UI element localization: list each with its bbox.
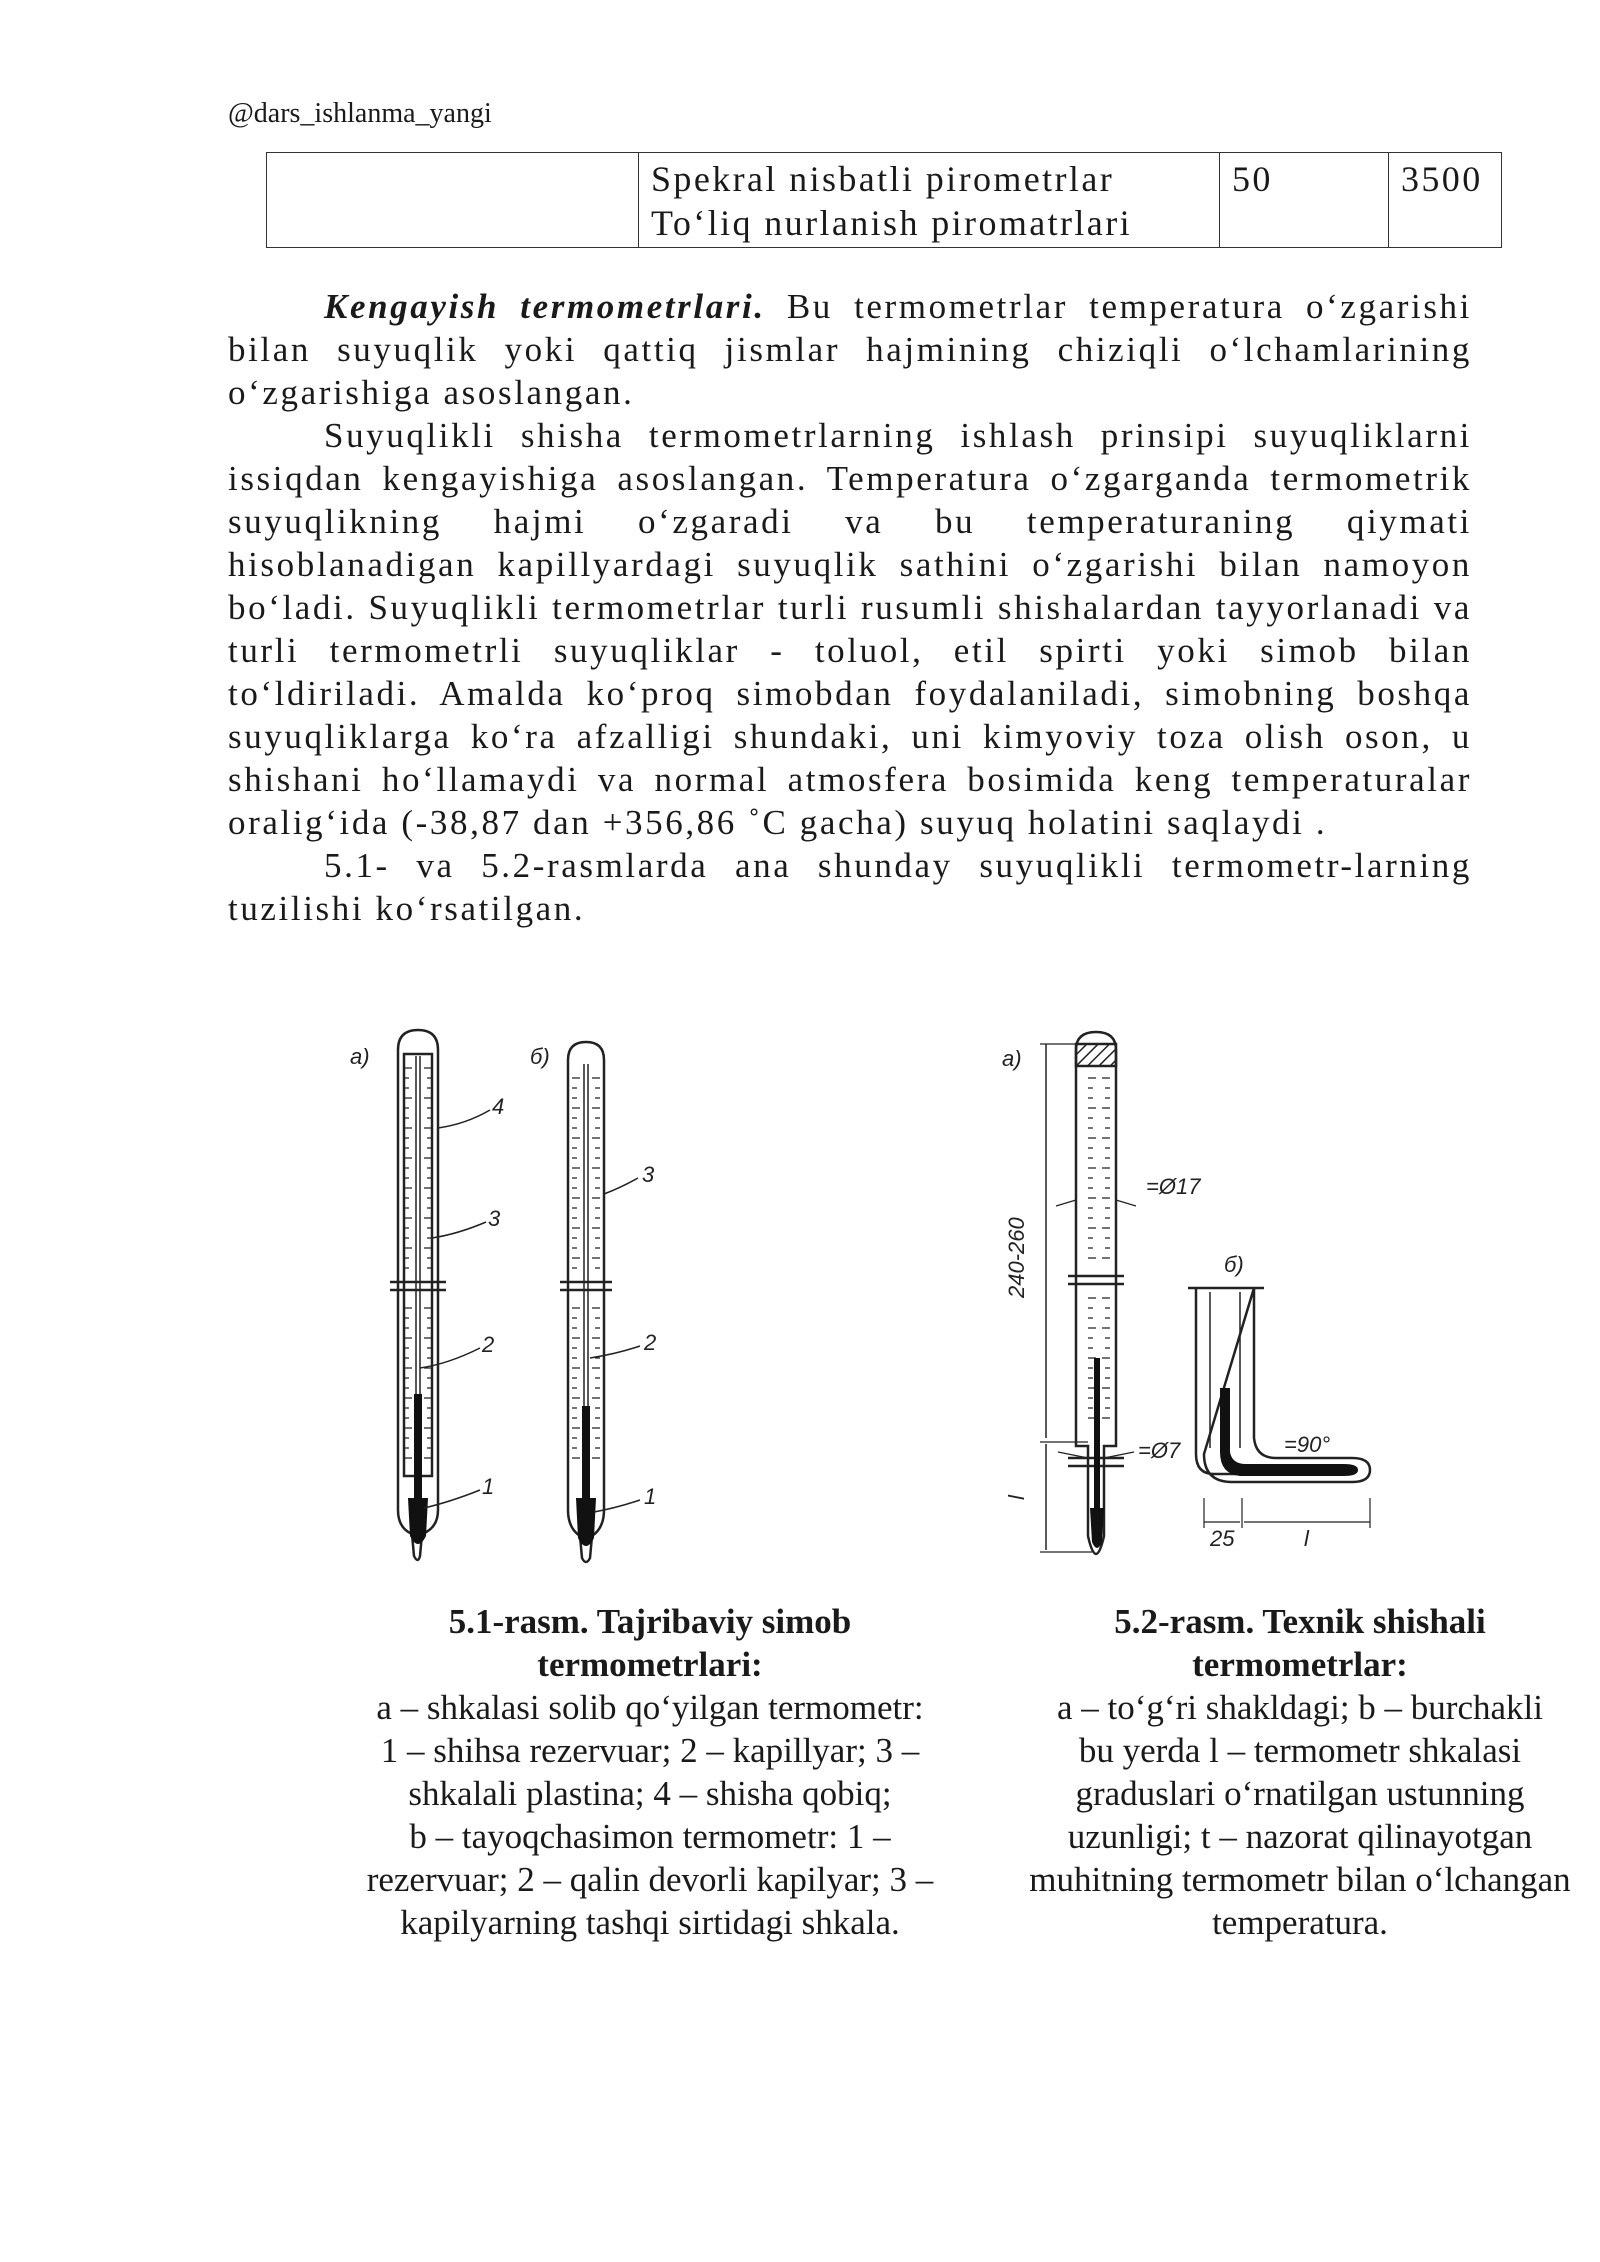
figure-5-2-drawing [1000, 1028, 1400, 1568]
caption-line: bu yerda l – termometr shkalasi [1078, 1731, 1522, 1770]
callout-number: 2 [644, 1330, 657, 1355]
mercury-column [414, 1394, 422, 1514]
callout-number: 4 [492, 1094, 505, 1119]
paragraph-expansion-thermometers [228, 285, 1472, 414]
table-cell-pyrometer-types [639, 153, 1220, 248]
figure-5-2-caption [1000, 1600, 1600, 1944]
caption-title: termometrlari: [537, 1645, 763, 1684]
figure-5-1-drawing [340, 1028, 680, 1568]
paragraph-lead: Kengayish termometrlari. [324, 287, 766, 326]
mercury-bulb [576, 1498, 596, 1546]
caption-title: 5.1-rasm. Tajribaviy simob [448, 1602, 852, 1641]
caption-line: graduslari o‘rnatilgan ustunning [1075, 1774, 1525, 1813]
table-cell-max: 3500 [1389, 153, 1502, 248]
main-text [228, 285, 1472, 930]
dimension-length: l [1004, 1495, 1029, 1500]
caption-line: a – shkalasi solib qo‘yilgan termometr: [376, 1688, 924, 1727]
table-cell-line: To‘liq nurlanish piromatrlari [651, 203, 1132, 243]
caption-line: kapilyarning tashqi sirtidagi shkala. [400, 1903, 900, 1942]
callout-number: 1 [482, 1474, 495, 1499]
table-cell-line: Spekral nisbatli pirometrlar [651, 159, 1115, 199]
callout-number: 1 [644, 1484, 657, 1509]
callout-number: 3 [488, 1206, 501, 1231]
figure-label-a: a) [350, 1044, 370, 1069]
caption-line: b – tayoqchasimon termometr: 1 – [409, 1817, 891, 1856]
caption-line: temperatura. [1212, 1903, 1388, 1942]
channel-watermark: @dars_ishlanma_yangi [228, 98, 492, 129]
pyrometer-table [266, 152, 1502, 248]
dimension-length-b: l [1304, 1526, 1309, 1551]
figure-label-b: б) [530, 1044, 550, 1069]
angled-thermometer-body [1188, 1288, 1370, 1482]
mercury-bulb [1090, 1508, 1104, 1548]
figure-label-a: a) [1002, 1046, 1022, 1071]
paragraph-figure-reference: 5.1- va 5.2-rasmlarda ana shunday suyuqlikli termometr-larning tuzilishi ko‘rsatilgan. [228, 846, 1472, 928]
callout-number: 3 [642, 1162, 655, 1187]
table-cell-min: 50 [1220, 153, 1389, 248]
figure-label-b: б) [1224, 1252, 1244, 1277]
caption-line: 1 – shihsa rezervuar; 2 – kapillyar; 3 – [380, 1731, 920, 1770]
caption-line: rezervuar; 2 – qalin devorli kapilyar; 3 – [366, 1860, 934, 1899]
table-cell-empty [267, 153, 639, 248]
mercury-column [582, 1406, 590, 1514]
caption-title: 5.2-rasm. Texnik shishali [1114, 1602, 1486, 1641]
dimension-angle: =90° [1284, 1432, 1331, 1457]
paragraph-rest: Bu termometrlar temperatura o‘zgarishi bilan suyuqlik yoki qattiq jismlar hajmining chiziqli o‘lchamlarining o‘zgarishiga asoslangan. [228, 287, 1472, 412]
mercury-bulb [408, 1498, 428, 1544]
caption-line: a – to‘g‘ri shakldagi; b – burchakli [1057, 1688, 1543, 1727]
dimension-height: 240-260 [1004, 1217, 1029, 1298]
dimension-diameter-17: =Ø17 [1146, 1174, 1201, 1199]
dimension-diameter-7: =Ø7 [1138, 1438, 1181, 1463]
caption-line: uzunligi; t – nazorat qilinayotgan [1067, 1817, 1533, 1856]
figure-5-1-caption [330, 1600, 970, 1944]
paragraph-liquid-thermometers: Suyuqlikli shisha termometrlarning ishlash prinsipi suyuqliklarni issiqdan kengayishiga asoslangan. Temperatura o‘zgarganda termometrik suyuqlikning hajmi o‘zgaradi va bu temperaturaning qiymati hisoblanadigan kapillyardagi suyuqlik sathini o‘zgarishi bilan namoyon bo‘ladi. Suyuqlikli termometrlar turli rusumli shishalardan tayyorlanadi va turli termometrli suyuqliklar - toluol, etil spirti yoki simob bilan to‘ldiriladi. Amalda ko‘proq simobdan foydalaniladi, simobning boshqa suyuqliklarga ko‘ra afzalligi shundaki, uni kimyoviy toza olish oson, u shishani ho‘llamaydi va normal atmosfera bosimida keng temperaturalar oralig‘ida (-38,87 dan +356,86 ˚C gacha) suyuq holatini saqlaydi . [228, 416, 1472, 842]
caption-title: termometrlar: [1192, 1645, 1408, 1684]
table-row [267, 153, 1502, 248]
caption-line: muhitning termometr bilan o‘lchangan [1029, 1860, 1571, 1899]
caption-line: shkalali plastina; 4 – shisha qobiq; [408, 1774, 892, 1813]
dimension-25: 25 [1210, 1526, 1235, 1551]
callout-number: 2 [482, 1332, 495, 1357]
